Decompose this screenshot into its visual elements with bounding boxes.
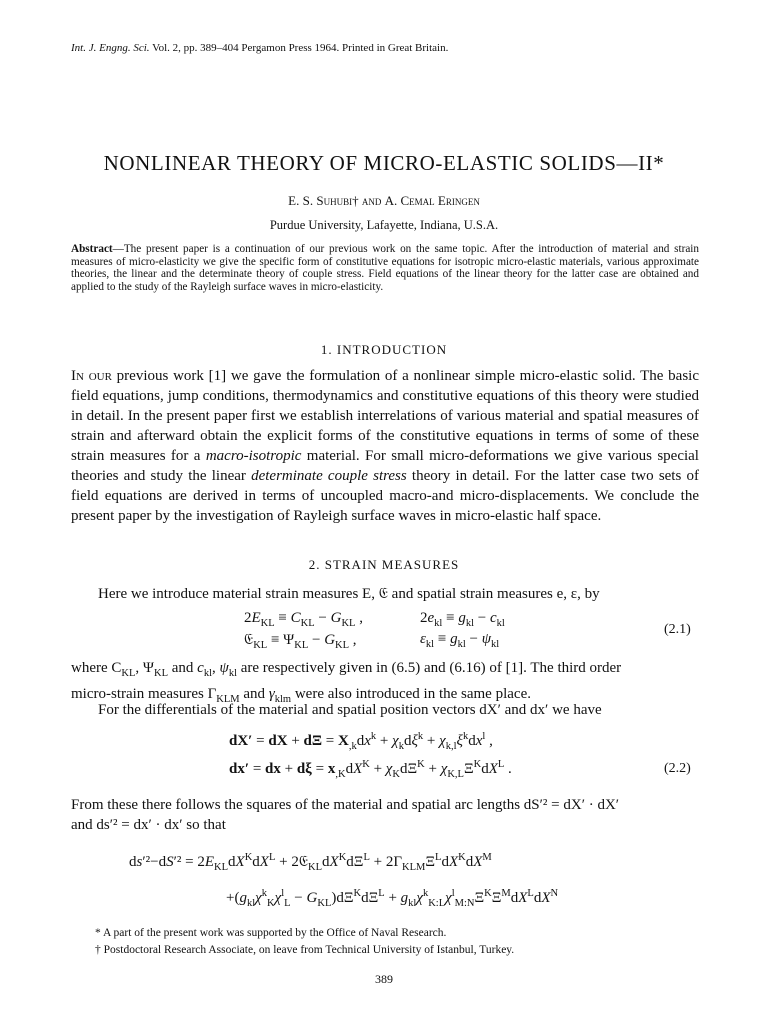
intro-text-3: theory in detail. For the latter case two sets of field equations are derived in terms of uncoupled macro-and micro-displacements. We conclude the present paper by the investigation of Rayleigh surface waves in micro-elastic half space.: [71, 468, 700, 524]
abstract-label: Abstract: [71, 243, 113, 255]
equation-2-1-line-1a: $2E_{KL} \equiv C_{KL} - G_{KL}$ ,: [244, 610, 363, 629]
section-heading-introduction: 1. INTRODUCTION: [320, 342, 448, 357]
equation-2-2-line-1: dX′ = dX + $d\Xi = X_{,k}dx^k + \chi_kd\xi^k + \chi_{k,l}\xi^kdx^l$ ,: [229, 731, 493, 752]
author-second: A. Cemal Eringen: [384, 193, 480, 208]
journal-details: Vol. 2, pp. 389–404 Pergamon Press 1964. Printed in Great Britain.: [152, 42, 449, 54]
footnote-affiliation: † Postdoctoral Research Associate, on leave from Technical University of Istanbul, Turkey.: [95, 944, 515, 956]
intro-lead: In our: [71, 368, 112, 384]
intro-emph-1: macro-isotropic: [205, 448, 302, 464]
equation-arc-length-line-2: $+(g_{kl}\chi^k_K\chi^l_L - G_{KL})d\Xi^Kd\Xi^L + g_{kl}\chi^k_{K:L}\chi^l_{M:N}\Xi^K\Xi^MdX^LdX^N$: [226, 888, 559, 909]
abstract-text: —The present paper is a continuation of our previous work on the same topic. After the introduction of material and strain measures of micro-elasticity we give the specific form of constitutive equations for isotropic micro-elastic materials, various approximate theories, the linear and the determinate theory of couple stress. Field equations of the linear theory for the latter case are obtained and applied to the study of the Rayleigh surface waves in micro-elasticity.: [71, 243, 699, 293]
abstract: [71, 243, 699, 293]
affiliation: Purdue University, Lafayette, Indiana, U.S.A.: [269, 218, 499, 232]
section-heading-strain-measures: 2. STRAIN MEASURES: [308, 557, 460, 572]
page-number: 389: [375, 972, 393, 986]
author-first: E. S. Suhubi†: [288, 193, 359, 208]
intro-text-1: previous work [1] we gave the formulation of a nonlinear simple micro-elastic solid. The basic field equations, jump conditions, thermodynamics and constitutive equations of this theory were studied in detail. In the present paper first we establish interrelations of various material and spatial measures of strain and afterward obtain the explicit forms of the constitutive equations in terms of some of these strain measures for a: [71, 368, 699, 464]
arc-line-2: and ds′² = dx′ · dx′ so that: [71, 817, 226, 833]
equation-number-2-2: (2.2): [664, 761, 691, 776]
author-line: [0, 193, 768, 209]
intro-text-2: material. For small micro-deformations we give various special theories and study the linear: [71, 448, 699, 484]
equation-2-1-line-2a: 𝔈$_{KL}$ ≡ $\Psi_{KL} - G_{KL}$ ,: [244, 632, 357, 651]
differentials-line: For the differentials of the material and spatial position vectors dX′ and dx′ we have: [98, 702, 602, 718]
journal-header: [71, 42, 448, 54]
equation-2-1-line-2b: $\varepsilon_{kl} \equiv g_{kl} - \psi_{kl}$: [420, 631, 500, 650]
author-conj: and: [361, 193, 382, 208]
intro-emph-2: determinate couple stress: [251, 468, 407, 484]
arc-length-paragraph: [71, 795, 699, 835]
equation-2-1-line-1b: $2e_{kl} \equiv g_{kl} - c_{kl}$: [420, 610, 505, 629]
paper-title: NONLINEAR THEORY OF MICRO-ELASTIC SOLIDS—II*: [103, 151, 665, 175]
where-line-1: where $C_{KL}$, $\Psi_{KL}$ and $c_{kl}$, $\psi_{kl}$ are respectively given in (6.5) and (6.16) of [1]. The third order: [71, 660, 622, 679]
strain-intro-line: Here we introduce material strain measures E, 𝔈 and spatial strain measures e, ε, by: [98, 586, 600, 602]
footnote-funding: * A part of the present work was supported by the Office of Naval Research.: [95, 927, 447, 939]
arc-line-1: From these there follows the squares of the material and spatial arc lengths dS′² = dX′ · dX′: [71, 797, 620, 813]
where-line-2: micro-strain measures $\Gamma_{KLM}$ and $\gamma_{klm}$ were also introduced in the same place.: [71, 686, 531, 705]
equation-arc-length-line-1: $ds'^2-dS'^2 = 2E_{KL}dX^KdX^L$ + $2𝔈_{KL}dX^Kd\Xi^L + 2\Gamma_{KLM}\Xi^LdX^KdX^M$: [129, 852, 492, 873]
equation-number-2-1: (2.1): [664, 622, 691, 637]
introduction-paragraph: [71, 366, 699, 526]
journal-name: Int. J. Engng. Sci.: [71, 42, 150, 54]
equation-2-2-line-2: dx′ = dx + $d\xi = x_{,K}dX^K + \chi_Kd\Xi^K + \chi_{K,L}\Xi^KdX^L$ .: [229, 759, 512, 780]
